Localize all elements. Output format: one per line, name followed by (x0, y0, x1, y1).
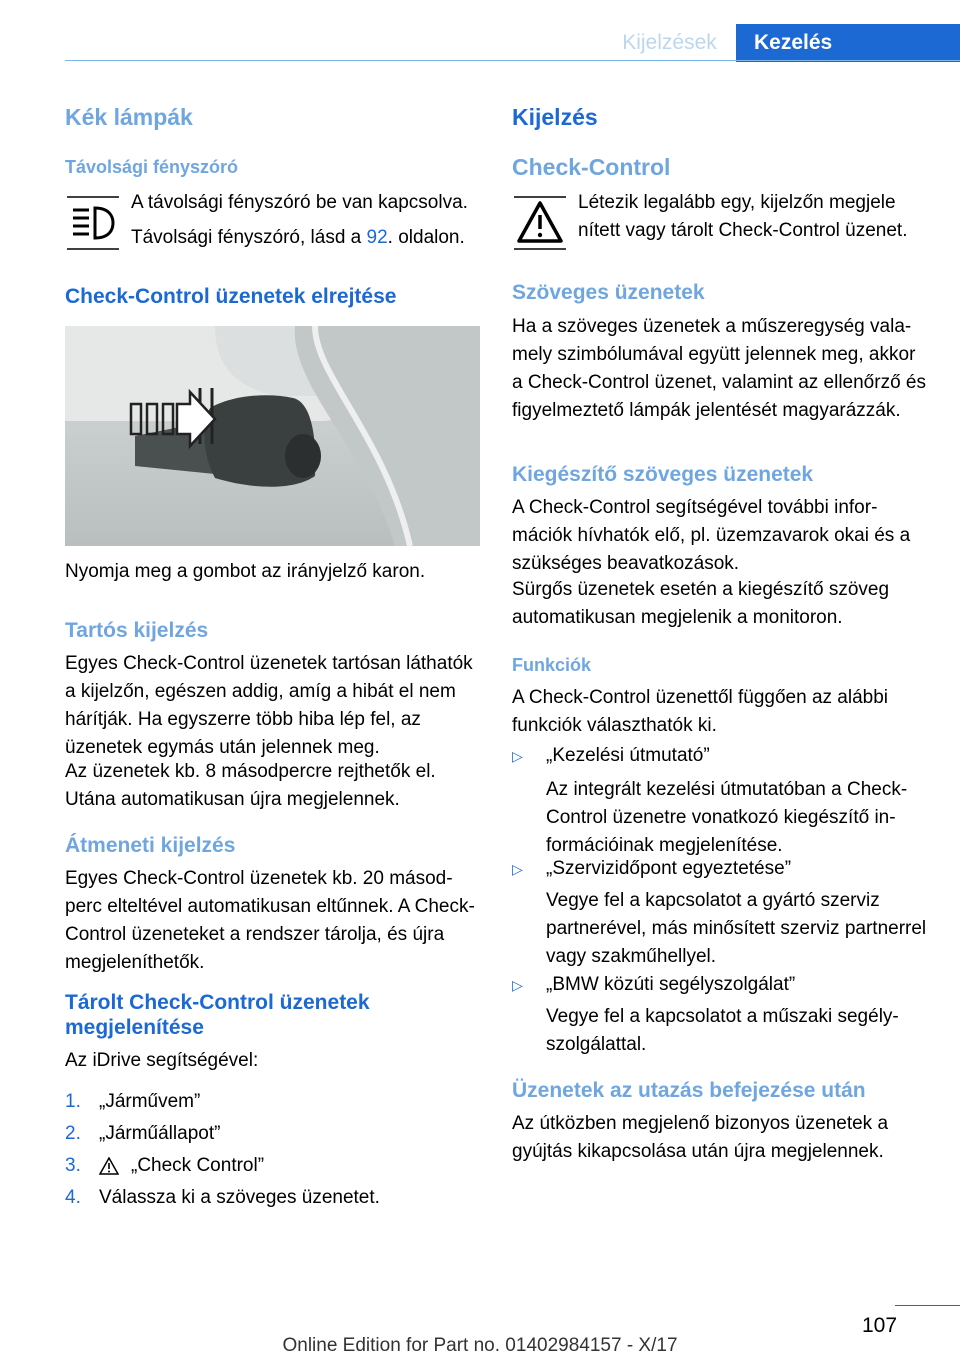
photo-caption: Nyomja meg a gombot az irányjelző karon. (65, 561, 426, 582)
kiegeszito-paragraph-2: Sürgős üzenetek esetén a kiegészítő szöveg automatikusan megjelenik a monitoron. (512, 579, 890, 628)
step-number: 2. (65, 1123, 81, 1144)
heading-atmeneti-kijelzes: Átmeneti kijelzés (65, 834, 236, 857)
heading-tavolsagi-fenyszoro: Távolsági fényszóró (65, 157, 239, 177)
heading-tarolt-line-2: megjelenítése (65, 1016, 204, 1039)
bullet-description: Az integrált kezelési útmutatóban a Check-Control üzenetre vonatkozó kiegészítő információinak megjelenítése. (546, 779, 908, 856)
heading-utazas-utan: Üzenetek az utazás befejezése után (512, 1079, 866, 1102)
heading-check-control-elrejtese: Check-Control üzenetek elrejtése (65, 285, 397, 308)
high-beam-ref-text: Távolsági fényszóró, lásd a (131, 227, 367, 248)
bullet-title: „Szervizidőpont egyeztetése” (546, 858, 792, 879)
atmeneti-paragraph: Egyes Check-Control üzenetek kb. 20 másodperc elteltével automatikusan eltűnnek. A Check-Control üzeneteket a rendszer tárolja, és újra megjeleníthetők. (65, 868, 475, 973)
footer-rule (895, 1305, 960, 1306)
bullet-description: Vegye fel a kapcsolatot a műszaki segélyszolgálattal. (546, 1006, 899, 1055)
heading-kiegeszito: Kiegészítő szöveges üzenetek (512, 463, 814, 486)
bullet-triangle-icon: ▷ (512, 977, 523, 993)
bullet-description: Vegye fel a kapcsolatot a gyártó szerviz partnerével, más minősített szerviz partnerrel vagy szakműhellyel. (546, 890, 927, 967)
bullet-triangle-icon: ▷ (512, 748, 523, 764)
step-text: „Járművem” (99, 1091, 201, 1112)
bullet-title: „Kezelési útmutató” (546, 745, 710, 766)
step-text: „Check Control” (131, 1155, 265, 1176)
tarolt-intro: Az iDrive segítségével: (65, 1050, 259, 1071)
header-tab-kezeles[interactable]: Kezelés (736, 24, 960, 62)
header-rule (65, 60, 960, 61)
tartos-paragraph-2: Az üzenetek kb. 8 másodpercre rejthetők el. Utána automatikusan újra megjelennek. (65, 761, 436, 810)
heading-kijelzes: Kijelzés (512, 104, 598, 130)
heading-funkciok: Funkciók (512, 655, 592, 675)
step-number: 3. (65, 1155, 81, 1176)
bullet-triangle-icon: ▷ (512, 861, 523, 877)
funkciok-paragraph: A Check-Control üzenettől függően az alábbi funkciók választhatók ki. (512, 687, 889, 736)
step-text: „Járműállapot” (99, 1123, 221, 1144)
szoveges-paragraph: Ha a szöveges üzenetek a műszeregység valamely szimbólumával együtt jelennek meg, akkor a Check-Control üzenet, valamint az ellenőrző és figyelmeztető lámpák jelentését magyarázzák. (512, 316, 926, 421)
footer-edition: Online Edition for Part no. 01402984157 - X/17 (282, 1335, 678, 1356)
header-tab-kijelzesek[interactable]: Kijelzések (622, 31, 717, 54)
check-control-desc-line-2: nített vagy tárolt Check-Control üzenet. (578, 220, 908, 241)
warning-triangle-icon (512, 195, 568, 251)
high-beam-status: A távolsági fényszóró be van kapcsolva. (131, 192, 468, 213)
heading-check-control: Check-Control (512, 154, 671, 180)
page-link-92[interactable]: 92 (366, 227, 388, 248)
tartos-paragraph-1: Egyes Check-Control üzenetek tartósan láthatók a kijelzőn, egészen addig, amíg a hibát el nem hárítják. Ha egyszerre több hiba lép fel, az üzenetek egymás után jelennek meg. (65, 653, 473, 758)
check-control-desc-line-1: Létezik legalább egy, kijelzőn megjele (578, 192, 896, 213)
high-beam-ref-suffix: . oldalon. (387, 227, 465, 248)
step-text: Válassza ki a szöveges üzenetet. (99, 1187, 380, 1208)
heading-tartos-kijelzes: Tartós kijelzés (65, 619, 209, 642)
utazas-paragraph: Az útközben megjelenő bizonyos üzenetek a gyújtás kikapcsolása után újra megjelennek. (512, 1113, 889, 1162)
bullet-title: „BMW közúti segélyszolgálat” (546, 974, 796, 995)
heading-kek-lampak: Kék lámpák (65, 104, 193, 130)
high-beam-icon (65, 195, 121, 251)
page-number: 107 (862, 1314, 898, 1337)
warning-triangle-icon (99, 1156, 119, 1184)
heading-tarolt-line-1: Tárolt Check-Control üzenetek (65, 991, 370, 1014)
high-beam-reference (131, 224, 465, 252)
turn-signal-lever-photo (65, 326, 480, 546)
kiegeszito-paragraph-1: A Check-Control segítségével további információk hívhatók elő, pl. üzemzavarok okai és a szükséges beavatkozások. (512, 497, 911, 574)
heading-szoveges-uzenetek: Szöveges üzenetek (512, 281, 705, 304)
step-number: 4. (65, 1187, 81, 1208)
step-number: 1. (65, 1091, 81, 1112)
